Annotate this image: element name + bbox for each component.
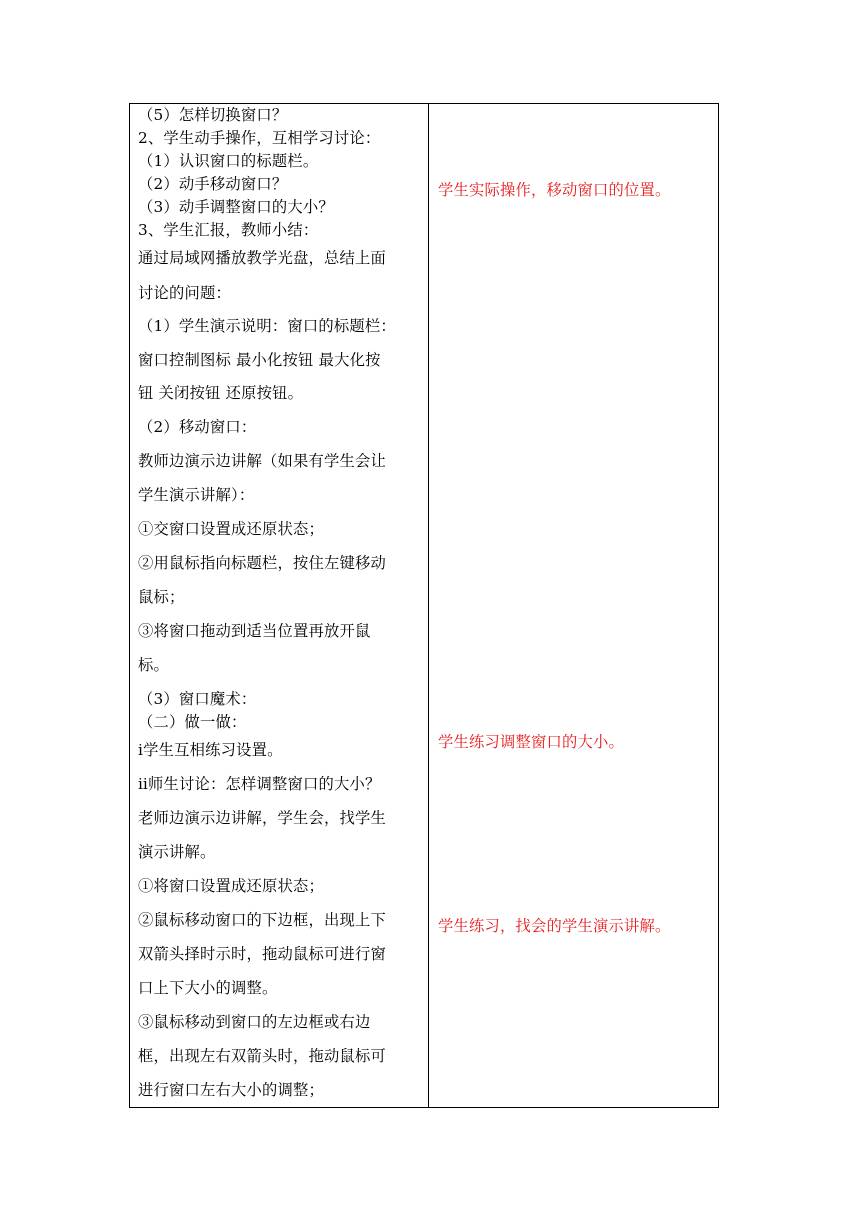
- text-line: 口上下大小的调整。: [138, 979, 278, 997]
- text-line: （3）动手调整窗口的大小？: [138, 198, 334, 216]
- text-line: 演示讲解。: [138, 843, 216, 861]
- text-line: ⅱ师生讨论：怎样调整窗口的大小？: [138, 775, 381, 793]
- text-line: （2）动手移动窗口？: [138, 175, 288, 193]
- text-line: 窗口控制图标 最小化按钮 最大化按: [138, 351, 381, 369]
- text-line: （5）怎样切换窗口？: [138, 106, 288, 124]
- text-line: 学生演示讲解）：: [138, 486, 255, 504]
- text-line: （1）认识窗口的标题栏。: [138, 152, 319, 170]
- student-note: 学生练习调整窗口的大小。: [438, 733, 624, 751]
- text-line: ③将窗口拖动到适当位置再放开鼠: [138, 622, 371, 640]
- text-line: ②鼠标移动窗口的下边框，出现上下: [138, 911, 386, 929]
- text-line: 标。: [138, 656, 169, 674]
- text-line: （1）学生演示说明：窗口的标题栏：: [138, 317, 396, 335]
- text-line: 双箭头择时示时，拖动鼠标可进行窗: [138, 945, 386, 963]
- text-line: 老师边演示边讲解，学生会，找学生: [138, 809, 386, 827]
- text-line: （3）窗口魔术：: [138, 690, 257, 708]
- student-note: 学生练习，找会的学生演示讲解。: [438, 917, 671, 935]
- text-line: （二）做一做：: [138, 713, 247, 731]
- text-line: ③鼠标移动到窗口的左边框或右边: [138, 1013, 371, 1031]
- text-line: 钮 关闭按钮 还原按钮。: [138, 384, 304, 402]
- text-line: （2）移动窗口：: [138, 418, 257, 436]
- text-line: 框，出现左右双箭头时，拖动鼠标可: [138, 1047, 386, 1065]
- text-line: 教师边演示边讲解（如果有学生会让: [138, 452, 386, 470]
- text-line: 讨论的问题：: [138, 284, 231, 302]
- text-line: 鼠标；: [138, 588, 185, 606]
- text-line: ②用鼠标指向标题栏，按住左键移动: [138, 554, 386, 572]
- text-line: ①交窗口设置成还原状态；: [138, 520, 324, 538]
- text-line: ⅰ学生互相练习设置。: [138, 741, 283, 759]
- column-divider: [428, 103, 429, 1108]
- text-line: 2、学生动手操作，互相学习讨论：: [138, 129, 381, 147]
- student-note: 学生实际操作，移动窗口的位置。: [438, 181, 671, 199]
- text-line: 3、学生汇报，教师小结：: [138, 221, 319, 239]
- text-line: 通过局域网播放教学光盘，总结上面: [138, 249, 386, 267]
- text-line: 进行窗口左右大小的调整；: [138, 1081, 324, 1099]
- text-line: ①将窗口设置成还原状态；: [138, 877, 324, 895]
